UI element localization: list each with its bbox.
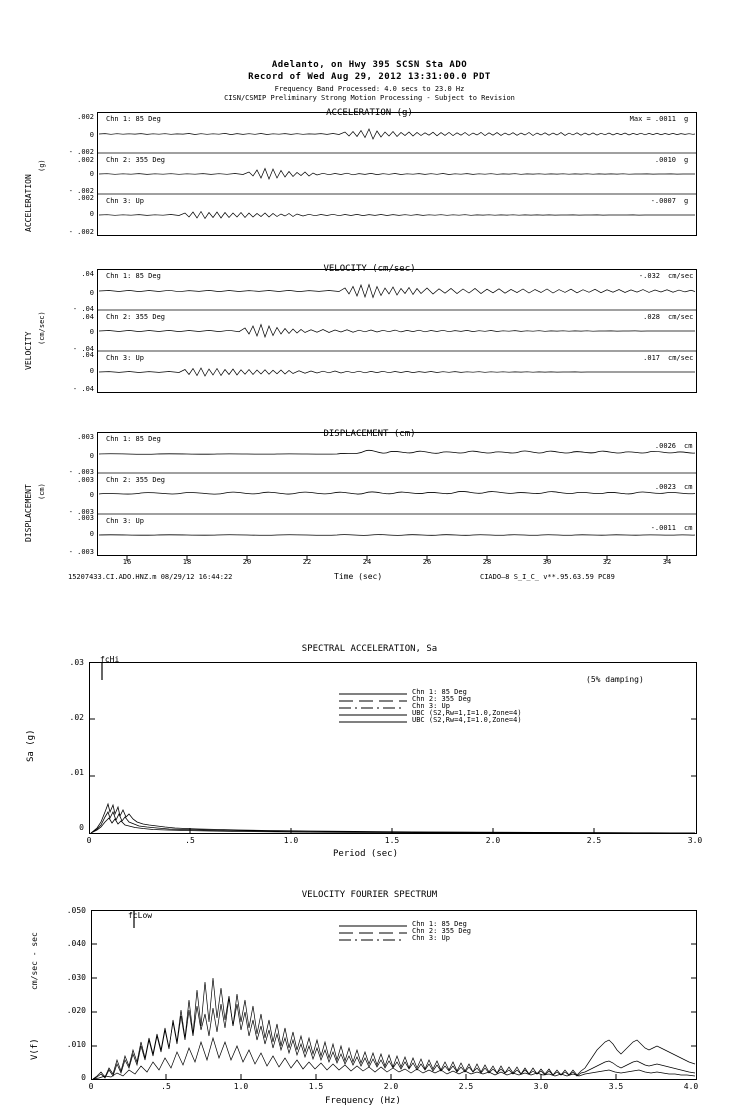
acc-ytick-zero-3: 0 [89, 210, 94, 218]
displacement-axis-units: (cm) [38, 483, 46, 500]
vel-chn3-peak: .017 [643, 354, 660, 362]
fs-ytick-040: .040 [66, 939, 86, 948]
disp-chn2-peak: .0023 [654, 483, 676, 491]
displacement-axis-label: DISPLACEMENT [24, 484, 33, 542]
fourier-xlabel: Frequency (Hz) [325, 1096, 401, 1106]
fourier-fclow-label: fcLow [128, 911, 153, 920]
disp-ytick-bot-1: - .003 [68, 468, 94, 476]
vel-ytick-zero-1: 0 [89, 289, 94, 297]
time-tick-30: 30 [542, 558, 552, 566]
vel-chn2-units: cm/sec [668, 313, 694, 321]
footer-right: CIADO—8 S_I_C_ v**.95.63.59 PC89 [480, 573, 615, 581]
displacement-title: DISPLACEMENT (cm) [323, 429, 416, 439]
header-processing-note: CISN/CSMIP Preliminary Strong Motion Processing - Subject to Revision [224, 94, 515, 102]
fs-xtick-30: 3.0 [533, 1082, 549, 1091]
disp-chn1-peak: .0026 [654, 442, 676, 450]
vel-ytick-top-2: .04 [81, 313, 94, 321]
fs-xtick-35: 3.5 [608, 1082, 624, 1091]
vel-ytick-bot-3: - .04 [72, 385, 94, 393]
vel-chn3-label: Chn 3: Up [106, 354, 144, 362]
time-tick-32: 32 [602, 558, 612, 566]
sa-xtick-10: 1.0 [283, 836, 299, 845]
fourier-ylabel: V(f) [30, 1038, 40, 1060]
sa-title: SPECTRAL ACCELERATION, Sa [301, 644, 438, 654]
time-tick-20: 20 [242, 558, 252, 566]
sa-xtick-05: .5 [185, 836, 195, 845]
sa-xtick-0: 0 [86, 836, 92, 845]
acceleration-axis-label: ACCELERATION [24, 174, 33, 232]
fs-xtick-25: 2.5 [458, 1082, 474, 1091]
displacement-traces [97, 432, 697, 556]
acc-ytick-top-3: .002 [77, 194, 94, 202]
vel-ytick-bot-1: - .04 [72, 305, 94, 313]
disp-chn2-units: cm [684, 483, 693, 491]
acc-ytick-zero-1: 0 [89, 131, 94, 139]
disp-ytick-top-3: .003 [77, 514, 94, 522]
time-tick-22: 22 [302, 558, 312, 566]
header-frequency-band: Frequency Band Processed: 4.0 secs to 23.0 Hz [274, 85, 465, 93]
fourier-legend-item-1: Chn 2: 355 Deg [412, 927, 472, 935]
fs-xtick-40: 4.0 [683, 1082, 699, 1091]
acc-chn2-peak: .0010 [654, 156, 676, 164]
time-tick-18: 18 [182, 558, 192, 566]
sa-xlabel: Period (sec) [333, 849, 399, 859]
sa-legend-item-4: UBC (S2,Rw=4,I=1.0,Zone=4) [412, 716, 522, 724]
velocity-traces [97, 269, 697, 393]
disp-chn3-peak: -.0011 [650, 524, 676, 532]
sa-ytick-02: .02 [69, 713, 84, 722]
sa-fchi-label: fcHi [100, 655, 120, 664]
time-tick-28: 28 [482, 558, 492, 566]
fs-ytick-0: 0 [81, 1073, 86, 1082]
vel-ytick-bot-2: - .04 [72, 345, 94, 353]
fs-ytick-010: .010 [66, 1040, 86, 1049]
acc-ytick-zero-2: 0 [89, 170, 94, 178]
sa-ytick-0: 0 [79, 823, 84, 832]
velocity-axis-label: VELOCITY [24, 331, 33, 370]
acc-ytick-top-1: .002 [77, 113, 94, 121]
sa-ytick-01: .01 [69, 768, 84, 777]
fs-ytick-020: .020 [66, 1006, 86, 1015]
vel-chn1-label: Chn 1: 85 Deg [106, 272, 161, 280]
vel-ytick-top-3: .04 [81, 351, 94, 359]
disp-ytick-bot-3: - .003 [68, 548, 94, 556]
footer-left: 15207433.CI.ADO.HNZ.m 08/29/12 16:44:22 [68, 573, 233, 581]
acc-ytick-bot-2: - .002 [68, 187, 94, 195]
acc-chn1-label: Chn 1: 85 Deg [106, 115, 161, 123]
disp-chn2-label: Chn 2: 355 Deg [106, 476, 166, 484]
vel-chn1-peak: -.032 [638, 272, 660, 280]
disp-ytick-top-2: .003 [77, 476, 94, 484]
sa-legend-item-3: UBC (S2,Rw=1,I=1.0,Zone=4) [412, 709, 522, 717]
acc-chn2-label: Chn 2: 355 Deg [106, 156, 166, 164]
vel-chn2-peak: .028 [643, 313, 660, 321]
fs-ytick-030: .030 [66, 973, 86, 982]
acc-chn2-units: g [684, 156, 689, 164]
acc-ytick-top-2: .002 [77, 156, 94, 164]
sa-ytick-03: .03 [69, 658, 84, 667]
sa-legend-item-1: Chn 2: 355 Deg [412, 695, 472, 703]
acc-chn1-units: g [684, 115, 689, 123]
acc-ytick-bot-1: - .002 [68, 148, 94, 156]
header-station-line: Adelanto, on Hwy 395 SCSN Sta ADO [271, 60, 468, 70]
acc-chn3-units: g [684, 197, 689, 205]
vel-ytick-zero-2: 0 [89, 328, 94, 336]
disp-chn1-label: Chn 1: 85 Deg [106, 435, 161, 443]
acceleration-title: ACCELERATION (g) [326, 108, 413, 118]
time-tick-34: 34 [662, 558, 672, 566]
disp-ytick-zero-2: 0 [89, 491, 94, 499]
fourier-legend-lines [339, 923, 409, 945]
fs-xtick-0: 0 [88, 1082, 94, 1091]
vel-ytick-top-1: .04 [81, 270, 94, 278]
sa-legend-lines [339, 691, 409, 727]
fs-xtick-15: 1.5 [308, 1082, 324, 1091]
fourier-title: VELOCITY FOURIER SPECTRUM [301, 890, 438, 900]
sa-xtick-20: 2.0 [485, 836, 501, 845]
time-tick-16: 16 [122, 558, 132, 566]
disp-ytick-zero-3: 0 [89, 530, 94, 538]
acceleration-traces [97, 112, 697, 236]
footer-xlabel: Time (sec) [334, 572, 383, 581]
fs-xtick-10: 1.0 [233, 1082, 249, 1091]
vel-chn1-units: cm/sec [668, 272, 694, 280]
sa-legend-item-0: Chn 1: 85 Deg [412, 688, 467, 696]
fs-xtick-20: 2.0 [383, 1082, 399, 1091]
sa-ylabel: Sa (g) [26, 729, 36, 762]
disp-chn3-units: cm [684, 524, 693, 532]
sa-legend-item-2: Chn 3: Up [412, 702, 450, 710]
fourier-ylabel-units: cm/sec - sec [30, 932, 39, 990]
disp-chn3-label: Chn 3: Up [106, 517, 144, 525]
vel-chn2-label: Chn 2: 355 Deg [106, 313, 166, 321]
sa-xtick-15: 1.5 [384, 836, 400, 845]
sa-damping-label: (5% damping) [586, 675, 644, 684]
sa-xtick-30: 3.0 [687, 836, 703, 845]
sa-xtick-25: 2.5 [586, 836, 602, 845]
velocity-axis-units: (cm/sec) [38, 311, 46, 345]
disp-ytick-zero-1: 0 [89, 452, 94, 460]
sa-plot [89, 662, 697, 834]
acc-chn3-label: Chn 3: Up [106, 197, 144, 205]
disp-ytick-top-1: .003 [77, 433, 94, 441]
header-record-line: Record of Wed Aug 29, 2012 13:31:00.0 PDT [248, 72, 491, 82]
vel-ytick-zero-3: 0 [89, 367, 94, 375]
acc-chn3-peak: -.0007 [650, 197, 676, 205]
acc-chn1-peak: Max = .0011 [629, 115, 676, 123]
disp-chn1-units: cm [684, 442, 693, 450]
vel-chn3-units: cm/sec [668, 354, 694, 362]
fourier-legend-item-0: Chn 1: 85 Deg [412, 920, 467, 928]
time-tick-24: 24 [362, 558, 372, 566]
disp-ytick-bot-2: - .003 [68, 508, 94, 516]
fs-xtick-05: .5 [161, 1082, 171, 1091]
acceleration-axis-units: (g) [38, 159, 46, 172]
fs-ytick-050: .050 [66, 906, 86, 915]
velocity-title: VELOCITY (cm/sec) [323, 264, 416, 274]
acc-ytick-bot-3: - .002 [68, 228, 94, 236]
time-tick-26: 26 [422, 558, 432, 566]
fourier-legend-item-2: Chn 3: Up [412, 934, 450, 942]
